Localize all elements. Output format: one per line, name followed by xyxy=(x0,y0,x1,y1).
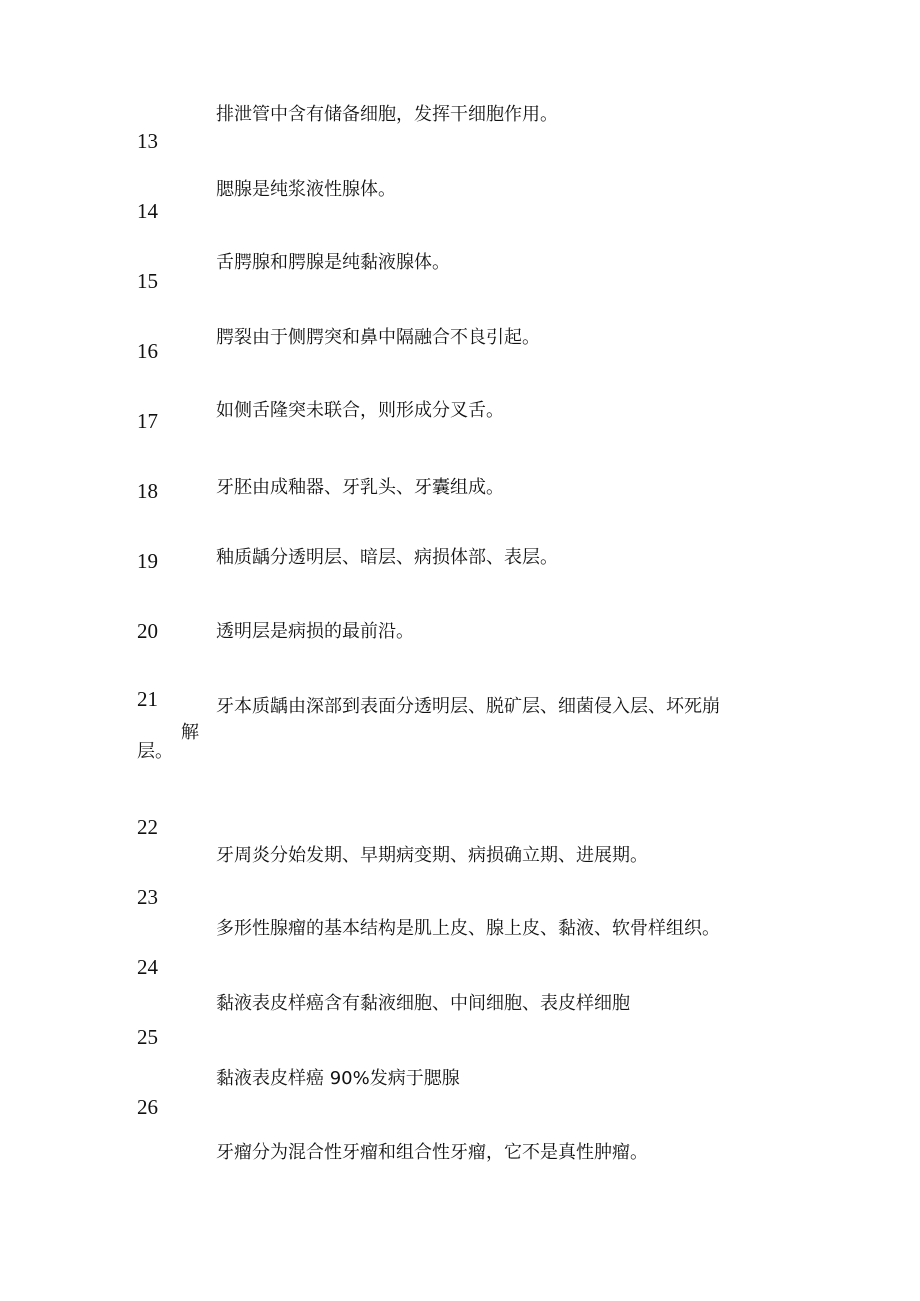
item-number: 24 xyxy=(137,955,158,979)
statement-text: 牙胚由成釉器、牙乳头、牙囊组成。 xyxy=(216,477,504,498)
statement-text: 舌腭腺和腭腺是纯黏液腺体。 xyxy=(216,252,450,273)
wrapped-fragment: 解 xyxy=(181,722,199,743)
item-number: 13 xyxy=(137,129,158,153)
item-number: 25 xyxy=(137,1025,158,1049)
item-number: 20 xyxy=(137,619,158,643)
item-number: 26 xyxy=(137,1095,158,1119)
statement-text: 釉质龋分透明层、暗层、病损体部、表层。 xyxy=(216,547,558,568)
item-number: 21 xyxy=(137,687,158,711)
statement-text: 黏液表皮样癌 90%发病于腮腺 xyxy=(216,1068,460,1089)
statement-text: 透明层是病损的最前沿。 xyxy=(216,621,414,642)
item-number: 19 xyxy=(137,549,158,573)
statement-text: 多形性腺瘤的基本结构是肌上皮、腺上皮、黏液、软骨样组织。 xyxy=(216,918,720,939)
statement-text: 牙瘤分为混合性牙瘤和组合性牙瘤，它不是真性肿瘤。 xyxy=(216,1142,648,1163)
statement-text: 牙周炎分始发期、早期病变期、病损确立期、进展期。 xyxy=(216,845,648,866)
statement-text: 腮腺是纯浆液性腺体。 xyxy=(216,179,396,200)
statement-text: 腭裂由于侧腭突和鼻中隔融合不良引起。 xyxy=(216,327,540,348)
item-number: 18 xyxy=(137,479,158,503)
item-number: 15 xyxy=(137,269,158,293)
item-number: 14 xyxy=(137,199,158,223)
statement-text: 如侧舌隆突未联合，则形成分叉舌。 xyxy=(216,400,504,421)
statement-text: 排泄管中含有储备细胞，发挥干细胞作用。 xyxy=(216,104,558,125)
statement-text: 牙本质龋由深部到表面分透明层、脱矿层、细菌侵入层、坏死崩 xyxy=(216,696,720,717)
wrapped-fragment: 层。 xyxy=(137,741,173,762)
statement-text: 黏液表皮样癌含有黏液细胞、中间细胞、表皮样细胞 xyxy=(216,993,630,1014)
item-number: 23 xyxy=(137,885,158,909)
item-number: 16 xyxy=(137,339,158,363)
item-number: 17 xyxy=(137,409,158,433)
item-number: 22 xyxy=(137,815,158,839)
